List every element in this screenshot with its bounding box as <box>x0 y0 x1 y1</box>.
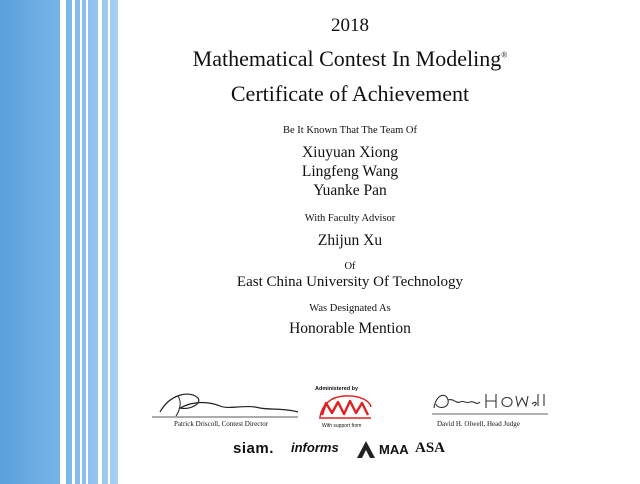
support-label: With support from <box>322 423 362 429</box>
team-member: Yuanke Pan <box>313 182 387 199</box>
team-member: Xiuyuan Xiong <box>301 144 398 161</box>
contest-title-text: Mathematical Contest In Modeling <box>192 46 502 71</box>
border-stripe <box>98 0 102 484</box>
certificate-title: Certificate of Achievement <box>230 81 470 106</box>
asa-logo: ASA <box>415 440 446 456</box>
maa-logo <box>355 438 409 465</box>
border-stripe <box>80 0 82 484</box>
border-stripe <box>72 0 75 484</box>
faculty-advisor: Zhijun Xu <box>317 232 383 249</box>
institution-name: East China University Of Technology <box>236 274 464 290</box>
judge-label: David H. Olwell, Head Judge <box>437 420 520 428</box>
award-level: Honorable Mention <box>289 320 411 337</box>
border-stripe <box>86 0 88 484</box>
director-signature <box>150 386 300 420</box>
border-stripe <box>60 0 66 484</box>
of-label: Of <box>344 261 356 272</box>
team-member: Lingfeng Wang <box>301 163 399 180</box>
registered-mark: ® <box>501 50 508 60</box>
informs-logo: informs <box>291 440 339 455</box>
contest-title <box>140 46 560 72</box>
judge-signature <box>430 384 550 420</box>
border-stripe <box>108 0 110 484</box>
designated-label: Was Designated As <box>309 303 391 314</box>
advisor-label: With Faculty Advisor <box>304 213 396 224</box>
decorative-border <box>0 0 118 484</box>
siam-logo: siam. <box>233 440 274 457</box>
maa-text: MAA <box>379 442 409 457</box>
director-label: Patrick Driscoll, Contest Director <box>174 420 269 428</box>
known-line: Be It Known That The Team Of <box>283 125 417 136</box>
administered-label: Administered by <box>315 386 359 392</box>
comap-logo <box>316 393 374 421</box>
maa-emblem-icon <box>355 438 377 460</box>
certificate-year: 2018 <box>331 15 369 36</box>
